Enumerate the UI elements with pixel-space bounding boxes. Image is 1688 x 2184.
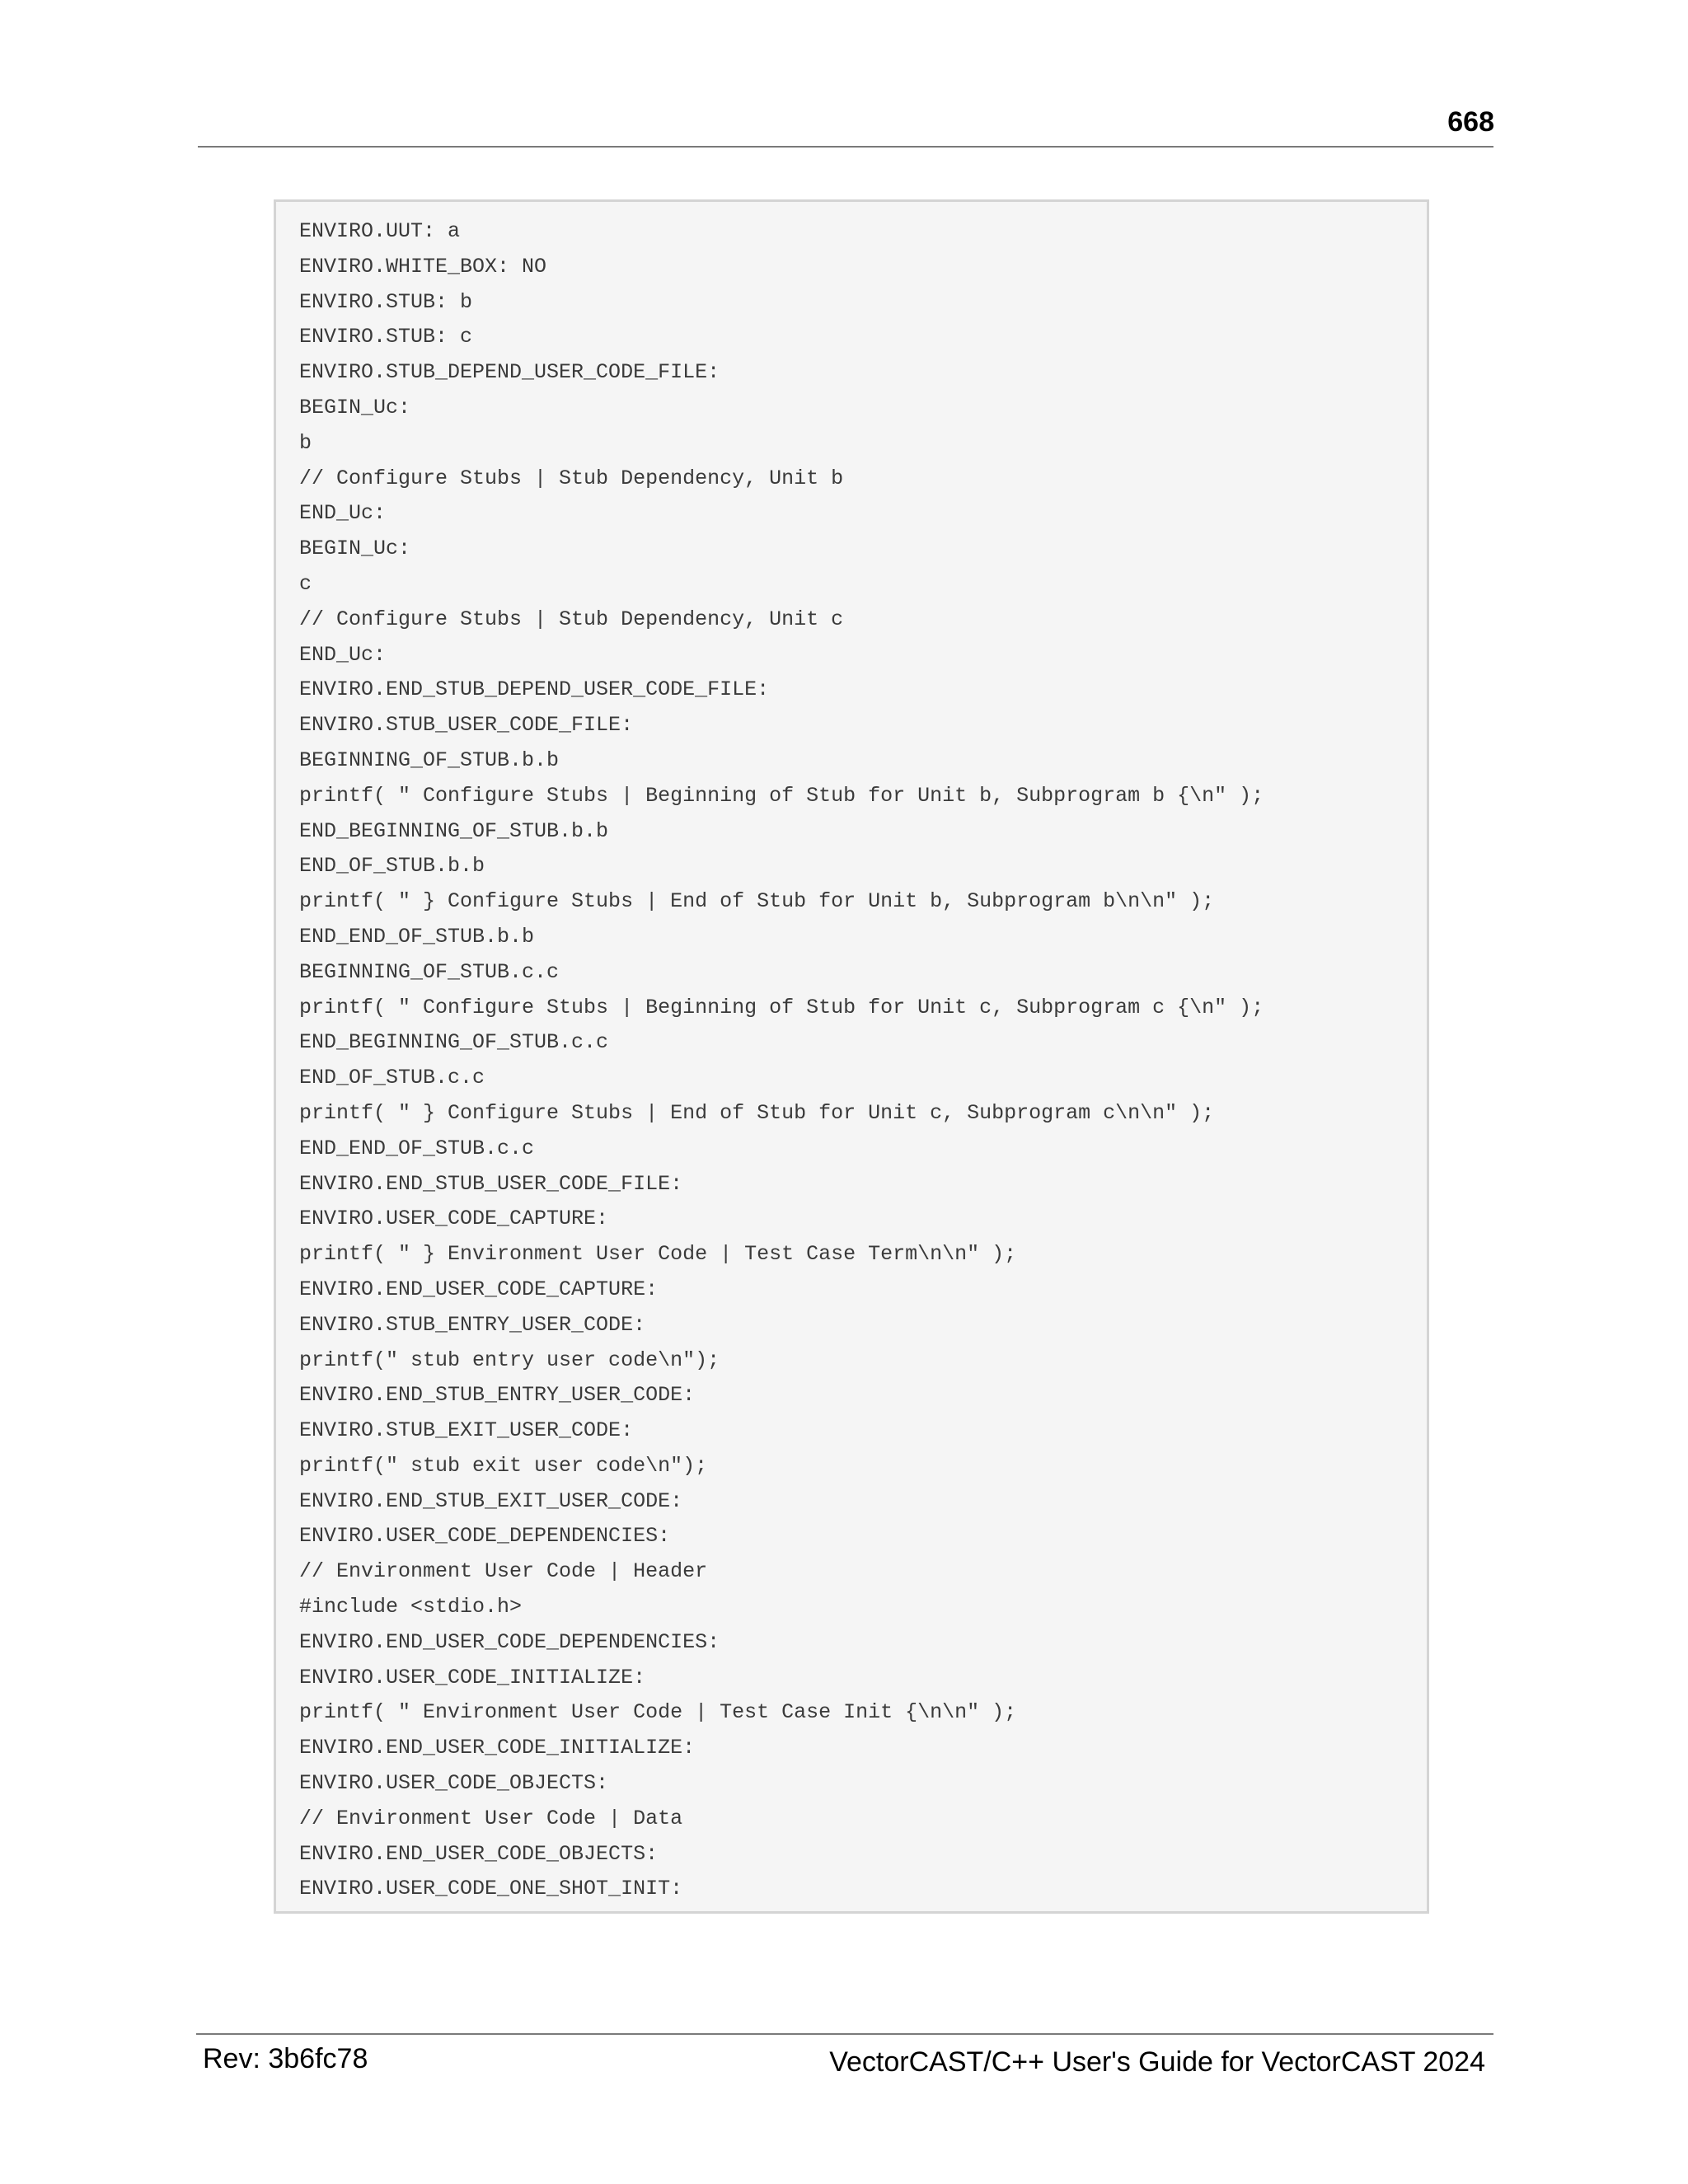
code-line: ENVIRO.USER_CODE_INITIALIZE: bbox=[299, 1665, 646, 1690]
code-line: ENVIRO.END_STUB_USER_CODE_FILE: bbox=[299, 1171, 683, 1196]
code-line: END_END_OF_STUB.c.c bbox=[299, 1136, 535, 1160]
code-line: ENVIRO.STUB_EXIT_USER_CODE: bbox=[299, 1418, 634, 1443]
code-block bbox=[274, 199, 1429, 1914]
code-line: printf(" stub exit user code\n"); bbox=[299, 1453, 708, 1478]
code-line: printf(" stub entry user code\n"); bbox=[299, 1347, 720, 1372]
code-line: b bbox=[299, 430, 312, 455]
footer-divider bbox=[196, 2033, 1493, 2035]
code-line: ENVIRO.USER_CODE_CAPTURE: bbox=[299, 1207, 609, 1231]
code-line: ENVIRO.END_STUB_ENTRY_USER_CODE: bbox=[299, 1383, 696, 1408]
footer-revision: Rev: 3b6fc78 bbox=[203, 2043, 368, 2074]
code-line: END_Uc: bbox=[299, 501, 387, 526]
code-line: // Configure Stubs | Stub Dependency, Unit c bbox=[299, 607, 844, 631]
code-line: printf( " } Configure Stubs | End of Stub for Unit b, Subprogram b\n\n" ); bbox=[299, 889, 1215, 914]
code-line: printf( " Configure Stubs | Beginning of Stub for Unit b, Subprogram b {\n" ); bbox=[299, 783, 1264, 808]
code-line: END_BEGINNING_OF_STUB.c.c bbox=[299, 1030, 609, 1055]
code-line: BEGINNING_OF_STUB.b.b bbox=[299, 748, 560, 772]
code-line: ENVIRO.STUB_DEPEND_USER_CODE_FILE: bbox=[299, 360, 720, 385]
code-line: ENVIRO.UUT: a bbox=[299, 219, 461, 243]
code-line: ENVIRO.END_STUB_DEPEND_USER_CODE_FILE: bbox=[299, 677, 770, 702]
page-number: 668 bbox=[1447, 106, 1494, 138]
code-line: ENVIRO.END_USER_CODE_OBJECTS: bbox=[299, 1841, 659, 1866]
code-line: ENVIRO.WHITE_BOX: NO bbox=[299, 254, 547, 279]
code-line: BEGIN_Uc: bbox=[299, 395, 411, 419]
code-line: END_OF_STUB.c.c bbox=[299, 1066, 485, 1090]
code-line: END_OF_STUB.b.b bbox=[299, 854, 485, 879]
code-line: // Environment User Code | Data bbox=[299, 1806, 683, 1830]
code-line: END_END_OF_STUB.b.b bbox=[299, 924, 535, 949]
code-line: ENVIRO.STUB_USER_CODE_FILE: bbox=[299, 713, 634, 738]
code-line: c bbox=[299, 571, 312, 596]
code-line: ENVIRO.STUB: c bbox=[299, 325, 473, 349]
code-line: BEGINNING_OF_STUB.c.c bbox=[299, 959, 560, 984]
code-line: #include <stdio.h> bbox=[299, 1595, 523, 1619]
code-line: printf( " } Environment User Code | Test Case Term\n\n" ); bbox=[299, 1242, 1017, 1267]
code-line: ENVIRO.USER_CODE_ONE_SHOT_INIT: bbox=[299, 1877, 683, 1901]
code-line: ENVIRO.USER_CODE_OBJECTS: bbox=[299, 1771, 609, 1796]
code-line: printf( " Environment User Code | Test Case Init {\n\n" ); bbox=[299, 1700, 1017, 1725]
code-line: END_BEGINNING_OF_STUB.b.b bbox=[299, 818, 609, 843]
code-line: ENVIRO.STUB_ENTRY_USER_CODE: bbox=[299, 1312, 646, 1337]
code-line: ENVIRO.END_USER_CODE_INITIALIZE: bbox=[299, 1736, 696, 1760]
code-line: ENVIRO.END_USER_CODE_DEPENDENCIES: bbox=[299, 1629, 720, 1654]
footer-doc-title: VectorCAST/C++ User's Guide for VectorCAST 2024 bbox=[829, 2046, 1485, 2078]
code-line: printf( " } Configure Stubs | End of Stub for Unit c, Subprogram c\n\n" ); bbox=[299, 1100, 1215, 1125]
code-line: printf( " Configure Stubs | Beginning of Stub for Unit c, Subprogram c {\n" ); bbox=[299, 995, 1264, 1019]
code-line: ENVIRO.USER_CODE_DEPENDENCIES: bbox=[299, 1524, 671, 1549]
header-divider bbox=[198, 146, 1493, 148]
code-line: // Environment User Code | Header bbox=[299, 1559, 708, 1584]
code-line: ENVIRO.STUB: b bbox=[299, 289, 473, 314]
code-line: ENVIRO.END_STUB_EXIT_USER_CODE: bbox=[299, 1488, 683, 1513]
code-line: // Configure Stubs | Stub Dependency, Unit b bbox=[299, 466, 844, 490]
code-line: END_Uc: bbox=[299, 642, 387, 667]
code-line: ENVIRO.END_USER_CODE_CAPTURE: bbox=[299, 1277, 659, 1301]
code-line: BEGIN_Uc: bbox=[299, 537, 411, 561]
